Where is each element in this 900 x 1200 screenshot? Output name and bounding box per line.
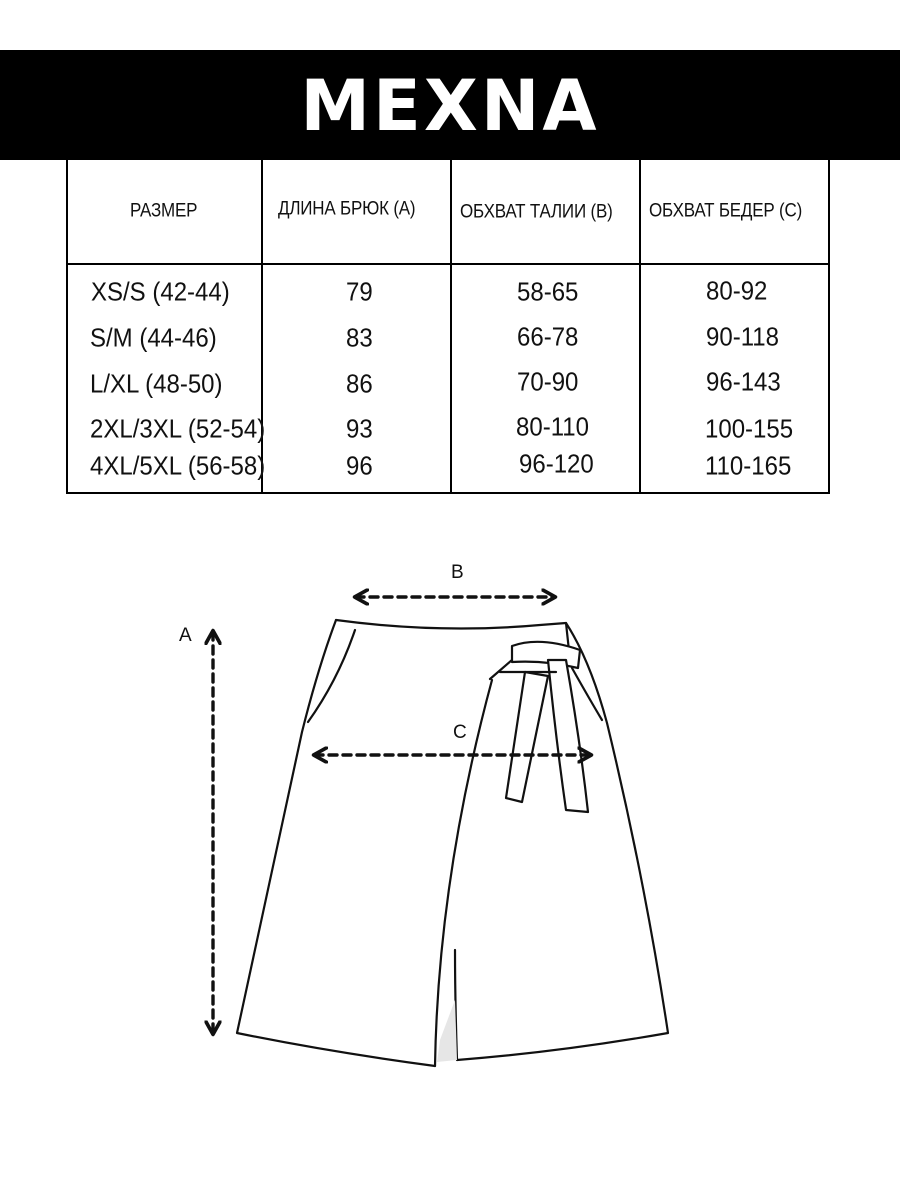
table-cell-length: 83 [346,324,373,353]
label-b: B [451,562,464,583]
brand-logo: MEXNA [300,65,600,147]
table-cell-size: 4XL/5XL (56-58) [90,452,266,481]
culottes-illustration [237,620,668,1066]
garment-measurement-diagram [0,540,900,1100]
label-a: A [179,625,192,646]
table-cell-hips: 90-118 [706,323,779,352]
size-chart-table [66,159,830,494]
table-divider [639,159,641,492]
table-divider [450,159,452,492]
table-cell-length: 93 [346,415,373,444]
table-cell-hips: 100-155 [705,415,794,444]
brand-header [0,50,900,160]
slit-gap [437,1000,457,1062]
header-length-a: ДЛИНА БРЮК (A) [278,197,416,220]
header-waist-b: ОБХВАТ ТАЛИИ (B) [460,200,613,223]
table-cell-waist: 58-65 [517,278,579,307]
table-cell-hips: 80-92 [706,277,768,306]
table-cell-size: XS/S (42-44) [91,278,230,307]
belt-knot [512,642,580,668]
header-size: РАЗМЕР [130,199,198,222]
table-cell-waist: 66-78 [517,323,579,352]
left-leg-outline [237,620,435,1066]
table-header-divider [68,263,828,265]
label-c: C [453,722,467,743]
header-hips-c: ОБХВАТ БЕДЕР (C) [649,199,803,222]
tie-ribbon-right [548,660,588,812]
table-cell-hips: 110-165 [705,452,792,481]
tie-ribbon-left [506,672,548,802]
table-cell-waist: 80-110 [516,413,589,442]
table-cell-size: L/XL (48-50) [90,370,223,399]
table-cell-hips: 96-143 [706,368,781,397]
table-cell-size: S/M (44-46) [90,324,217,353]
table-cell-length: 79 [346,278,373,307]
table-cell-waist: 70-90 [517,368,579,397]
table-cell-length: 96 [346,452,373,481]
table-cell-length: 86 [346,370,373,399]
table-cell-waist: 96-120 [519,450,594,479]
table-cell-size: 2XL/3XL (52-54) [90,415,266,444]
